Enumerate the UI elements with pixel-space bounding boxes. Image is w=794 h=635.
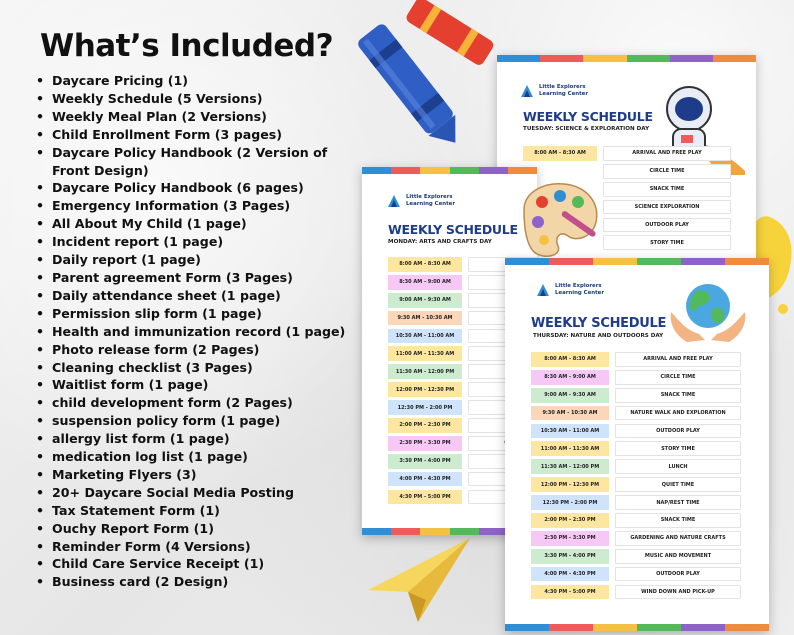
included-item: • Business card (2 Design) — [36, 573, 346, 591]
schedule-time: 2:00 PM - 2:30 PM — [388, 418, 462, 433]
schedule-time: 12:00 PM - 12:30 PM — [531, 477, 609, 492]
included-item: • Daycare Policy Handbook (6 pages) — [36, 179, 346, 197]
included-item: • Parent agreement Form (3 Pages) — [36, 269, 346, 287]
schedule-row — [531, 585, 741, 600]
explorer-logo-icon — [386, 193, 402, 209]
schedule-activity: STORY TIME — [615, 441, 741, 456]
schedule-activity: NATURE WALK AND EXPLORATION — [615, 406, 741, 421]
schedule-time: 4:30 PM - 5:00 PM — [388, 490, 462, 505]
color-stripe — [497, 55, 756, 62]
color-stripe — [362, 167, 537, 174]
schedule-row — [531, 441, 741, 456]
included-item: • Photo release form (2 Pages) — [36, 341, 346, 359]
schedule-activity: OUTDOOR PLAY — [615, 567, 741, 582]
schedule-row — [523, 146, 731, 161]
included-item: • Tax Statement Form (1) — [36, 502, 346, 520]
schedule-subtitle: THURSDAY: NATURE AND OUTDOORS DAY — [533, 333, 664, 339]
included-item: • Child Enrollment Form (3 pages) — [36, 126, 346, 144]
schedule-time: 9:30 AM - 10:30 AM — [531, 406, 609, 421]
included-item: • suspension policy form (1 page) — [36, 412, 346, 430]
included-item: • Waitlist form (1 page) — [36, 376, 346, 394]
schedule-time: 8:00 AM - 8:30 AM — [523, 146, 597, 161]
paper-plane-icon — [360, 530, 480, 630]
schedule-activity: OUTDOOR PLAY — [603, 218, 731, 233]
paint-palette-icon — [514, 180, 604, 262]
included-item: • Daycare Policy Handbook (2 Version of Front Design) — [36, 144, 346, 180]
schedule-row — [531, 352, 741, 367]
included-item: • Reminder Form (4 Versions) — [36, 538, 346, 556]
schedule-time: 10:30 AM - 11:00 AM — [531, 424, 609, 439]
included-item: • Ouchy Report Form (1) — [36, 520, 346, 538]
schedule-activity: GARDENING AND NATURE CRAFTS — [615, 531, 741, 546]
schedule-subtitle: TUESDAY: SCIENCE & EXPLORATION DAY — [523, 126, 650, 132]
color-stripe — [505, 258, 769, 265]
schedule-time: 11:00 AM - 11:30 AM — [531, 441, 609, 456]
schedule-row — [531, 549, 741, 564]
explorer-logo-icon — [519, 83, 535, 99]
schedule-time: 11:30 AM - 12:00 PM — [388, 364, 462, 379]
schedule-sheet-thursday — [505, 258, 769, 631]
center-name: Little Explorers Learning Center — [555, 283, 604, 296]
center-logo — [519, 83, 597, 99]
included-item: • Marketing Flyers (3) — [36, 466, 346, 484]
schedule-activity: SNACK TIME — [615, 513, 741, 528]
schedule-row — [531, 567, 741, 582]
schedule-time: 4:00 PM - 4:30 PM — [388, 472, 462, 487]
schedule-row — [531, 424, 741, 439]
earth-in-hands-icon — [665, 278, 751, 342]
schedule-row — [531, 388, 741, 403]
included-item: • Weekly Schedule (5 Versions) — [36, 90, 346, 108]
schedule-activity: MUSIC AND MOVEMENT — [615, 549, 741, 564]
schedule-time: 4:00 PM - 4:30 PM — [531, 567, 609, 582]
center-name: Little Explorers Learning Center — [539, 84, 588, 97]
schedule-time: 8:30 AM - 9:00 AM — [388, 275, 462, 290]
schedule-time: 12:30 PM - 2:00 PM — [388, 400, 462, 415]
schedule-title: WEEKLY SCHEDULE — [523, 109, 653, 124]
schedule-row — [531, 370, 741, 385]
schedule-activity: ARRIVAL AND FREE PLAY — [603, 146, 731, 161]
schedule-time: 8:00 AM - 8:30 AM — [531, 352, 609, 367]
center-logo — [535, 282, 613, 298]
schedule-row — [531, 459, 741, 474]
schedule-activity: LUNCH — [615, 459, 741, 474]
included-item: • Permission slip form (1 page) — [36, 305, 346, 323]
schedule-subtitle: MONDAY: ARTS AND CRAFTS DAY — [388, 239, 492, 245]
schedule-time: 3:30 PM - 4:00 PM — [388, 454, 462, 469]
schedule-activity: CIRCLE TIME — [603, 164, 731, 179]
schedule-row — [531, 495, 741, 510]
included-item: • child development form (2 Pages) — [36, 394, 346, 412]
schedule-activity: CIRCLE TIME — [615, 370, 741, 385]
schedule-time: 12:30 PM - 2:00 PM — [531, 495, 609, 510]
schedule-title: WEEKLY SCHEDULE — [388, 222, 518, 237]
explorer-logo-icon — [535, 282, 551, 298]
crayon-red-icon — [395, 0, 505, 70]
schedule-time: 10:30 AM - 11:00 AM — [388, 329, 462, 344]
schedule-activity: QUIET TIME — [615, 477, 741, 492]
schedule-row — [531, 531, 741, 546]
schedule-activity: WIND DOWN AND PICK-UP — [615, 585, 741, 600]
schedule-time: 9:00 AM - 9:30 AM — [531, 388, 609, 403]
included-item: • All About My Child (1 page) — [36, 215, 346, 233]
schedule-row — [531, 406, 741, 421]
schedule-activity: SNACK TIME — [603, 182, 731, 197]
schedule-activity: STORY TIME — [603, 235, 731, 250]
included-item: • Emergency Information (3 Pages) — [36, 197, 346, 215]
schedule-activity: OUTDOOR PLAY — [615, 424, 741, 439]
schedule-row — [523, 164, 731, 179]
included-item: • Daily attendance sheet (1 page) — [36, 287, 346, 305]
schedule-row — [531, 513, 741, 528]
schedule-time: 12:00 PM - 12:30 PM — [388, 382, 462, 397]
included-item: • Health and immunization record (1 page) — [36, 323, 346, 341]
schedule-time: 9:00 AM - 9:30 AM — [388, 293, 462, 308]
schedule-activity: NAP/REST TIME — [615, 495, 741, 510]
schedule-activity: SCIENCE EXPLORATION — [603, 200, 731, 215]
schedule-time: 2:30 PM - 3:30 PM — [388, 436, 462, 451]
included-item: • Daycare Pricing (1) — [36, 72, 346, 90]
schedule-title: WEEKLY SCHEDULE — [531, 316, 667, 331]
included-item: • medication log list (1 page) — [36, 448, 346, 466]
schedule-time: 4:30 PM - 5:00 PM — [531, 585, 609, 600]
color-stripe — [505, 624, 769, 631]
schedule-time: 2:00 PM - 2:30 PM — [531, 513, 609, 528]
schedule-activity: SNACK TIME — [615, 388, 741, 403]
schedule-activity: ARRIVAL AND FREE PLAY — [615, 352, 741, 367]
schedule-time: 8:30 AM - 9:00 AM — [531, 370, 609, 385]
schedule-time: 11:30 AM - 12:00 PM — [531, 459, 609, 474]
included-item: • allergy list form (1 page) — [36, 430, 346, 448]
schedule-time: 3:30 PM - 4:00 PM — [531, 549, 609, 564]
included-item: • Child Care Service Receipt (1) — [36, 555, 346, 573]
schedule-time: 2:30 PM - 3:30 PM — [531, 531, 609, 546]
included-item: • Weekly Meal Plan (2 Versions) — [36, 108, 346, 126]
center-name: Little Explorers Learning Center — [406, 194, 455, 207]
schedule-time: 9:30 AM - 10:30 AM — [388, 311, 462, 326]
included-item: • 20+ Daycare Social Media Posting — [36, 484, 346, 502]
included-list — [36, 72, 346, 591]
included-item: • Cleaning checklist (3 Pages) — [36, 359, 346, 377]
schedule-time: 11:00 AM - 11:30 AM — [388, 346, 462, 361]
included-item: • Daily report (1 page) — [36, 251, 346, 269]
page-title: What’s Included? — [40, 28, 334, 64]
schedule-rows — [531, 352, 741, 602]
center-logo — [386, 193, 464, 209]
included-item: • Incident report (1 page) — [36, 233, 346, 251]
schedule-time: 8:00 AM - 8:30 AM — [388, 257, 462, 272]
schedule-row — [531, 477, 741, 492]
